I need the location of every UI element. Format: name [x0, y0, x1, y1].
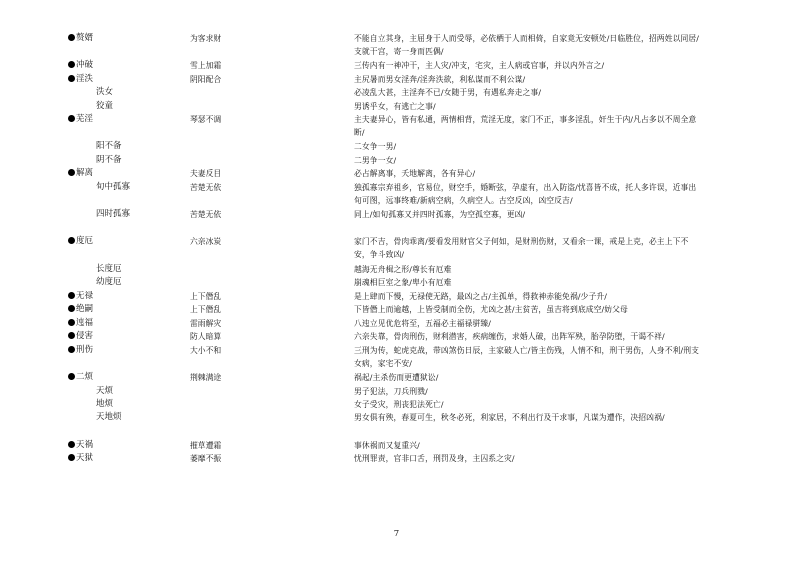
entry-name-text: 侵害: [76, 331, 94, 341]
entry-name: [96, 411, 122, 424]
entry-name: [96, 154, 122, 167]
entry-name: [96, 398, 113, 411]
entry-name: [96, 263, 122, 276]
bullet-icon: [68, 373, 75, 380]
entry-phrase: 六亲冰炭: [190, 237, 222, 246]
entry-name: [68, 32, 93, 45]
entry-name-text: 无禄: [76, 291, 94, 301]
entry-description: 下皆僭上而逾越，上皆受制而全伤，尤凶之甚/主贫苦，虽吉将到底成空/妨父母: [354, 305, 628, 314]
entry-description: 男子犯法，刀兵刑戮/: [354, 387, 428, 396]
bullet-icon: [68, 237, 75, 244]
entry-description: 六亲失靠，骨肉刑伤，财利潜害，疾病缠伤，求婚人破，出阵军殃，胎孕防堕，干谒不祥/: [354, 332, 665, 341]
entry-phrase: 琴瑟不调: [190, 115, 222, 124]
entry-description: 必凌乱大甚，主淫奔不已/女随于男，有遇私奔走之事/: [354, 88, 542, 97]
entry-description: 主夫妻异心，皆有私通，两情相背，荒淫无度，家门不正，事多淫乱，奸生于内/凡占多以不周全意断/: [354, 115, 697, 137]
entry-name: [96, 100, 113, 113]
entry-name-text: 四时孤寡: [96, 209, 131, 219]
entry-name-text: 迍福: [76, 318, 94, 328]
bullet-icon: [68, 319, 75, 326]
entry-description: 男女俱有殃，春夏可生，秋冬必死，利家居，不利出行及干求事，凡谋为遭作，决招凶祸/: [354, 413, 665, 422]
bullet-icon: [68, 346, 75, 353]
entry-name: [96, 208, 130, 221]
entry-name-text: 冲破: [76, 60, 94, 70]
entry-name-text: 狡童: [96, 101, 114, 111]
entry-name-text: 阴不备: [96, 155, 122, 165]
entry-phrase: 为客求财: [190, 34, 222, 43]
entry-name: [96, 86, 113, 99]
entry-name-text: 度厄: [76, 236, 94, 246]
entry-description: 家门不吉，骨肉乖离/要看发用财官父子何如，是财刑伤财，又看余一课，戒是上克，必主上下不安，争斗致凶/: [354, 237, 689, 259]
entry-phrase: 防人暗算: [190, 332, 222, 341]
entry-name-text: 解离: [76, 168, 94, 178]
entry-phrase: 萎靡不振: [190, 454, 222, 463]
entry-description: 事休祸而又复重兴/: [354, 441, 420, 450]
bullet-icon: [68, 61, 75, 68]
bullet-icon: [68, 454, 75, 461]
entry-name-text: 二烦: [76, 372, 94, 382]
entry-name: [68, 59, 93, 72]
entry-name-text: 天烦: [96, 386, 114, 396]
entry-phrase: 上下僭乱: [190, 292, 222, 301]
entry-name: [68, 330, 93, 343]
entry-description: 男诱乎女，有逃亡之事/: [354, 102, 436, 111]
entry-name: [96, 276, 122, 289]
entry-description: 三刑为传，蛇虎克战，带凶煞伤日辰，主家破人亡/皆主伤残，人情不和，刑干男伤，人身不利/刑支女病，家宅不安/: [354, 346, 700, 368]
entry-name-text: 天祸: [76, 440, 94, 450]
entry-name: [68, 113, 93, 126]
entry-phrase: 苦楚无依: [190, 210, 222, 219]
entry-description: 忧刑罪责，官非口舌，刑罚及身，主囚系之灾/: [354, 454, 515, 463]
entry-name-text: 赘婿: [76, 33, 94, 43]
bullet-icon: [68, 305, 75, 312]
entry-name: [68, 235, 93, 248]
entry-description: 祸起/主杀伤而更遭狱讼/: [354, 373, 439, 382]
entry-name-text: 长度厄: [96, 264, 122, 274]
entry-name-text: 旬中孤寡: [96, 182, 131, 192]
entry-name-text: 天地烦: [96, 412, 122, 422]
entry-phrase: 阴阳配合: [190, 75, 222, 84]
entry-phrase: 大小不和: [190, 346, 222, 355]
entry-phrase: 摧草遭霜: [190, 441, 222, 450]
page-number: 7: [393, 529, 400, 539]
entry-name: [96, 385, 113, 398]
entry-name: [68, 303, 93, 316]
entry-phrase: 苦楚无依: [190, 183, 222, 192]
entry-description: 二女争一男/: [354, 142, 397, 151]
entry-name: [68, 344, 93, 357]
entry-name: [96, 140, 122, 153]
entry-description: 二男争一女/: [354, 156, 397, 165]
entry-name: [68, 439, 93, 452]
entry-phrase: 上下僭乱: [190, 305, 222, 314]
entry-phrase: 雪上加霜: [190, 61, 222, 70]
entry-name: [68, 371, 93, 384]
entry-name-text: 淫泆: [76, 74, 94, 84]
entry-name-text: 绝嗣: [76, 304, 94, 314]
bullet-icon: [68, 292, 75, 299]
bullet-icon: [68, 34, 75, 41]
entry-name: [68, 73, 93, 86]
entry-description: 同上/如旬孤寡又并四时孤寡，为空孤空寡，更凶/: [354, 210, 526, 219]
entry-name: [96, 181, 130, 194]
bullet-icon: [68, 115, 75, 122]
entry-name-text: 天狱: [76, 453, 94, 463]
entry-name: [68, 452, 93, 465]
entry-description: 三传内有一神冲干，主人灾/冲支，宅灾，主人病或官事，并以内外言之/: [354, 61, 605, 70]
entry-name-text: 芜淫: [76, 114, 94, 124]
entry-description: 越海无舟楫之形/尊长有厄难: [354, 265, 452, 274]
entry-phrase: 雷雨解灾: [190, 319, 222, 328]
entry-name-text: 阳不备: [96, 141, 122, 151]
bullet-icon: [68, 441, 75, 448]
entry-name-text: 幼度厄: [96, 277, 122, 287]
entry-name-text: 刑伤: [76, 345, 94, 355]
entry-name-text: 地烦: [96, 399, 114, 409]
entry-name-text: 泆女: [96, 87, 114, 97]
bullet-icon: [68, 169, 75, 176]
entry-description: 崩魂相巨室之象/卑小有厄难: [354, 278, 452, 287]
entry-description: 必占解离事，夭地解离，各有异心/: [354, 169, 476, 178]
entry-description: 是上肆而下慢，无禄使无路，最凶之占/主孤单，得救神赤能免祸/少子升/: [354, 292, 607, 301]
bullet-icon: [68, 332, 75, 339]
entry-description: 八迍立见优危将至，五福必主福禄骈臻/: [354, 319, 491, 328]
bullet-icon: [68, 75, 75, 82]
entry-name: [68, 290, 93, 303]
entry-name: [68, 317, 93, 330]
entry-phrase: 夫妻反目: [190, 169, 222, 178]
entry-description: 不能自立其身，主屈身于人而受辱，必依栖于人而相倚，自家竟无安顿处/日临胜位，招两姓以同居/支就干宫，寄一身而匹偶/: [354, 34, 700, 56]
entry-phrase: 荆棘满途: [190, 373, 222, 382]
entry-description: 主尻暑而男女淫奔/淫奔泆欲，利私谋而不利公谋/: [354, 75, 526, 84]
entry-description: 女子受灾，刑丧犯法死亡/: [354, 400, 444, 409]
entry-name: [68, 167, 93, 180]
entry-description: 独孤寡宗弃祖乡，官易位，财空手，婚断弦，孕虚有，出入防盗/忧喜皆不成，托人多许误，近事出旬可图，远事终难/新病空病，久病空人。古空反凶，凶空反吉/: [354, 183, 697, 205]
